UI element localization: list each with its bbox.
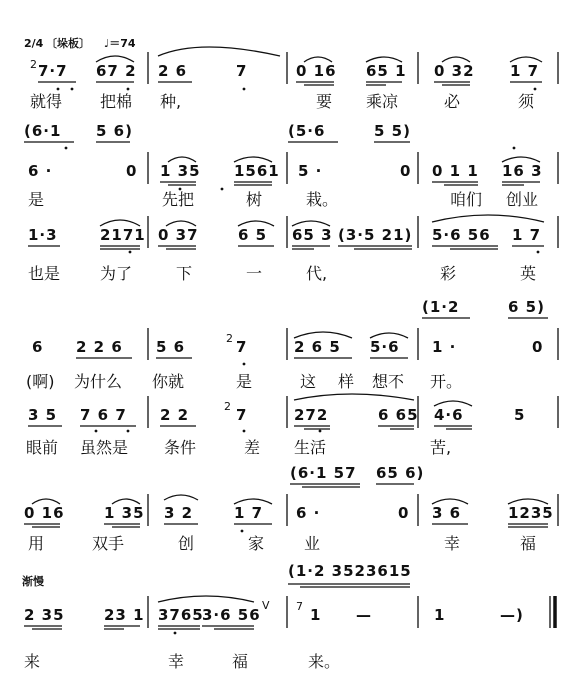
lyric: 福 xyxy=(232,652,249,671)
note-group: — xyxy=(356,606,372,624)
grace-note: 2 xyxy=(224,400,231,413)
note-group: 1561 xyxy=(234,162,280,180)
tempo-marking: 渐慢 xyxy=(22,575,44,588)
bar-lines xyxy=(148,52,558,628)
note-group: 7 xyxy=(236,406,248,424)
beam-underlines xyxy=(24,82,548,629)
lyric: 下 xyxy=(176,264,193,283)
note-group: 6 · xyxy=(28,162,53,180)
lyric: 苦, xyxy=(430,438,452,457)
lyric: 树 xyxy=(246,190,263,209)
interlude-note: (6·1 xyxy=(24,122,62,140)
lyric: 是 xyxy=(28,190,45,209)
note-group: 6 65 xyxy=(378,406,419,424)
lyric: 双手 xyxy=(92,534,125,553)
lyric: 咱们 xyxy=(450,190,483,209)
lyric: 要 xyxy=(316,92,333,111)
lyric: 差 xyxy=(244,438,261,457)
note-group: 67 2 xyxy=(96,62,137,80)
lyric: 乘凉 xyxy=(366,92,399,111)
note-group: 7 xyxy=(236,338,248,356)
note-group: 1 xyxy=(310,606,322,624)
lyric: 先把 xyxy=(162,190,195,209)
note-group: 1·3 xyxy=(28,226,58,244)
note-group: 5 xyxy=(514,406,526,424)
lyric: 虽然是 xyxy=(80,438,129,457)
lyric: 栽。 xyxy=(306,190,339,209)
note-group: 4·6 xyxy=(434,406,464,424)
note-group: 6 · xyxy=(296,504,321,522)
note-group: 0 1 1 xyxy=(432,162,479,180)
note-group: 3·6 56 xyxy=(202,606,261,624)
note-group: 1 · xyxy=(432,338,457,356)
note-group: 1 xyxy=(434,606,446,624)
lyric: 开。 xyxy=(430,372,463,391)
lyric: 来。 xyxy=(308,652,341,671)
tempo-marking: ♩＝74 xyxy=(104,37,136,50)
note-group: —) xyxy=(500,606,524,624)
note-group: 65 3 xyxy=(292,226,333,244)
note-group: 3 5 xyxy=(28,406,58,424)
interlude-note: 6 5) xyxy=(508,298,545,316)
interlude-note: (5·6 xyxy=(288,122,326,140)
note-group: 1235 xyxy=(508,504,554,522)
note-group: 1 35 xyxy=(160,162,201,180)
interlude-note: (1·2 xyxy=(422,298,460,316)
lyric: 彩 xyxy=(440,264,457,283)
note-group: 65 1 xyxy=(366,62,407,80)
lyric: 这 xyxy=(300,372,317,391)
lyric: 生活 xyxy=(294,438,327,457)
lyric: 想不 xyxy=(372,372,405,391)
lyric: 条件 xyxy=(164,438,197,457)
note-group: 6 xyxy=(32,338,44,356)
lyric: 用 xyxy=(28,534,45,553)
lyric: 把棉 xyxy=(100,92,133,111)
interlude-note: (6·1 57 xyxy=(290,464,357,482)
note-group: 3 6 xyxy=(432,504,462,522)
style-marking: 〔垛板〕 xyxy=(46,37,90,50)
grace-note: 2 xyxy=(226,332,233,345)
lyric: 你就 xyxy=(152,372,185,391)
note-group: 272 xyxy=(294,406,329,424)
lyric: 幸 xyxy=(444,534,461,553)
note-group: 5·6 xyxy=(370,338,400,356)
lyric: 是 xyxy=(236,372,253,391)
note-group: 5 6 xyxy=(156,338,186,356)
note-group: 7 6 7 xyxy=(80,406,127,424)
note-group: 2 6 xyxy=(158,62,188,80)
lyric: 英 xyxy=(520,264,537,283)
meter-marking: 2/4 xyxy=(24,37,44,50)
grace-note: 7 xyxy=(296,600,303,613)
lyric: 就得 xyxy=(30,92,63,111)
note-group: 5·6 56 xyxy=(432,226,491,244)
note-group: 0 xyxy=(532,338,544,356)
lyric: 家 xyxy=(248,534,265,553)
lyric: (啊) xyxy=(26,372,55,391)
lyric: 一 xyxy=(246,264,263,283)
note-group: 0 37 xyxy=(158,226,199,244)
note-group: 0 xyxy=(400,162,412,180)
lyric: 眼前 xyxy=(26,438,59,457)
note-group: (3·5 21) xyxy=(338,226,413,244)
note-group: 2 35 xyxy=(24,606,65,624)
interlude-note: 65 6) xyxy=(376,464,425,482)
note-group: 1 7 xyxy=(234,504,264,522)
note-group: 16 3 xyxy=(502,162,543,180)
note-group: 23 1 xyxy=(104,606,145,624)
note-group: 1 7 xyxy=(512,226,542,244)
lyric: 为了 xyxy=(100,264,133,283)
grace-note: 2 xyxy=(30,58,37,71)
interlude-note: 5 5) xyxy=(374,122,411,140)
note-group: 2 2 xyxy=(160,406,190,424)
note-group: 0 xyxy=(126,162,138,180)
lyric: 为什么 xyxy=(74,372,123,391)
slurs xyxy=(32,47,548,602)
lyric: 业 xyxy=(304,534,321,553)
lyric: 幸 xyxy=(168,652,185,671)
lyric: 来 xyxy=(24,652,41,671)
lyric: 创业 xyxy=(506,190,539,209)
note-group: 3 2 xyxy=(164,504,194,522)
octave-dots xyxy=(57,88,540,635)
note-group: 6 5 xyxy=(238,226,268,244)
lyric: 必 xyxy=(444,92,461,111)
interlude-note: 5 6) xyxy=(96,122,133,140)
lyric: 也是 xyxy=(28,264,61,283)
lyric: 代, xyxy=(306,264,328,283)
note-group: 7 xyxy=(236,62,248,80)
note-group: 2 6 5 xyxy=(294,338,341,356)
note-group: 1 35 xyxy=(104,504,145,522)
note-group: 1 7 xyxy=(510,62,540,80)
lyric: 种, xyxy=(160,92,182,111)
note-group: 7·7 xyxy=(38,62,68,80)
note-group: 3765 xyxy=(158,606,204,624)
lyric: 创 xyxy=(178,534,195,553)
note-group: 0 16 xyxy=(296,62,337,80)
note-group: 0 16 xyxy=(24,504,65,522)
breath-mark: V xyxy=(262,599,270,612)
lyric: 样 xyxy=(338,372,355,391)
lyric: 须 xyxy=(518,92,535,111)
lyric: 福 xyxy=(520,534,537,553)
interlude-note: (1·2 3523615 xyxy=(288,562,412,580)
note-group: 5 · xyxy=(298,162,323,180)
note-group: 2 2 6 xyxy=(76,338,123,356)
note-group: 0 32 xyxy=(434,62,475,80)
note-group: 0 xyxy=(398,504,410,522)
note-group: 2171 xyxy=(100,226,146,244)
